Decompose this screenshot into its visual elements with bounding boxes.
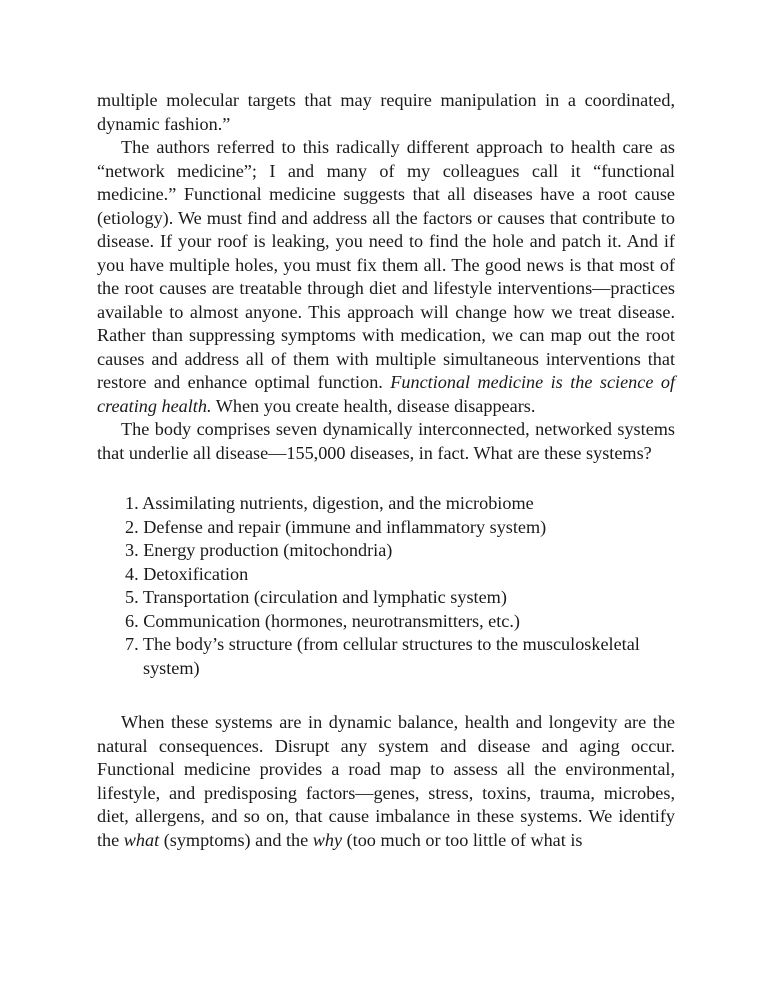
paragraph-text: (too much or too little of what is: [342, 829, 583, 850]
paragraph-continuation: multiple molecular targets that may require manipulation in a coordinated, dynamic fashion.”: [97, 90, 675, 134]
list-item: 3. Energy production (mitochondria): [125, 540, 393, 560]
paragraph-text: The authors referred to this radically different approach to health care as “network medicine”; I and many of my colleagues call it “functional medicine.” Functional medicine suggests that all diseases have a root cause (etiology). We must find and address all the factors or causes that contribute to disease. If your roof is leaking, you need to find the hole and patch it. And if you have multiple holes, you must fix them all. The good news is that most of the root causes are treatable through diet and lifestyle interventions—practices available to almost anyone. This approach will change how we treat disease. Rather than suppressing symptoms with medication, we can map out the root causes and address all of them with multiple simultaneous interventions that restore and enhance optimal function.: [97, 137, 675, 392]
paragraph-text: When these systems are in dynamic balance, health and longevity are the natural consequences. Disrupt any system and disease and aging occur. Functional medicine provides a road map to assess all the environmental, lifestyle, and predisposing factors—genes, stress, toxins, trauma, microbes, diet, allergens, and so on, that cause imbalance in these systems. We identify the: [97, 712, 675, 850]
paragraph-text: (symptoms) and the: [159, 829, 313, 850]
emphasis-text: why: [312, 829, 343, 850]
list-item: 4. Detoxification: [125, 563, 249, 584]
list-item: 1. Assimilating nutrients, digestion, and the microbiome: [125, 493, 534, 513]
paragraph-functional-medicine: [97, 136, 675, 418]
paragraph-text: When you create health, disease disappears.: [211, 395, 536, 416]
emphasis-text: what: [123, 829, 160, 850]
paragraph-seven-systems: The body comprises seven dynamically interconnected, networked systems that underlie all disease—155,000 diseases, in fact. What are these systems?: [97, 419, 675, 463]
list-item: 5. Transportation (circulation and lymphatic system): [125, 587, 507, 607]
list-item: 7. The body’s structure (from cellular structures to the musculoskeletal system): [125, 634, 640, 678]
paragraph-dynamic-balance: [97, 711, 675, 852]
list-item: 2. Defense and repair (immune and inflammatory system): [125, 516, 547, 537]
systems-list: [97, 492, 675, 680]
emphasis-text: Functional medicine is the science of creating health.: [97, 372, 675, 416]
book-page: [97, 89, 675, 852]
list-item: 6. Communication (hormones, neurotransmitters, etc.): [125, 610, 520, 631]
